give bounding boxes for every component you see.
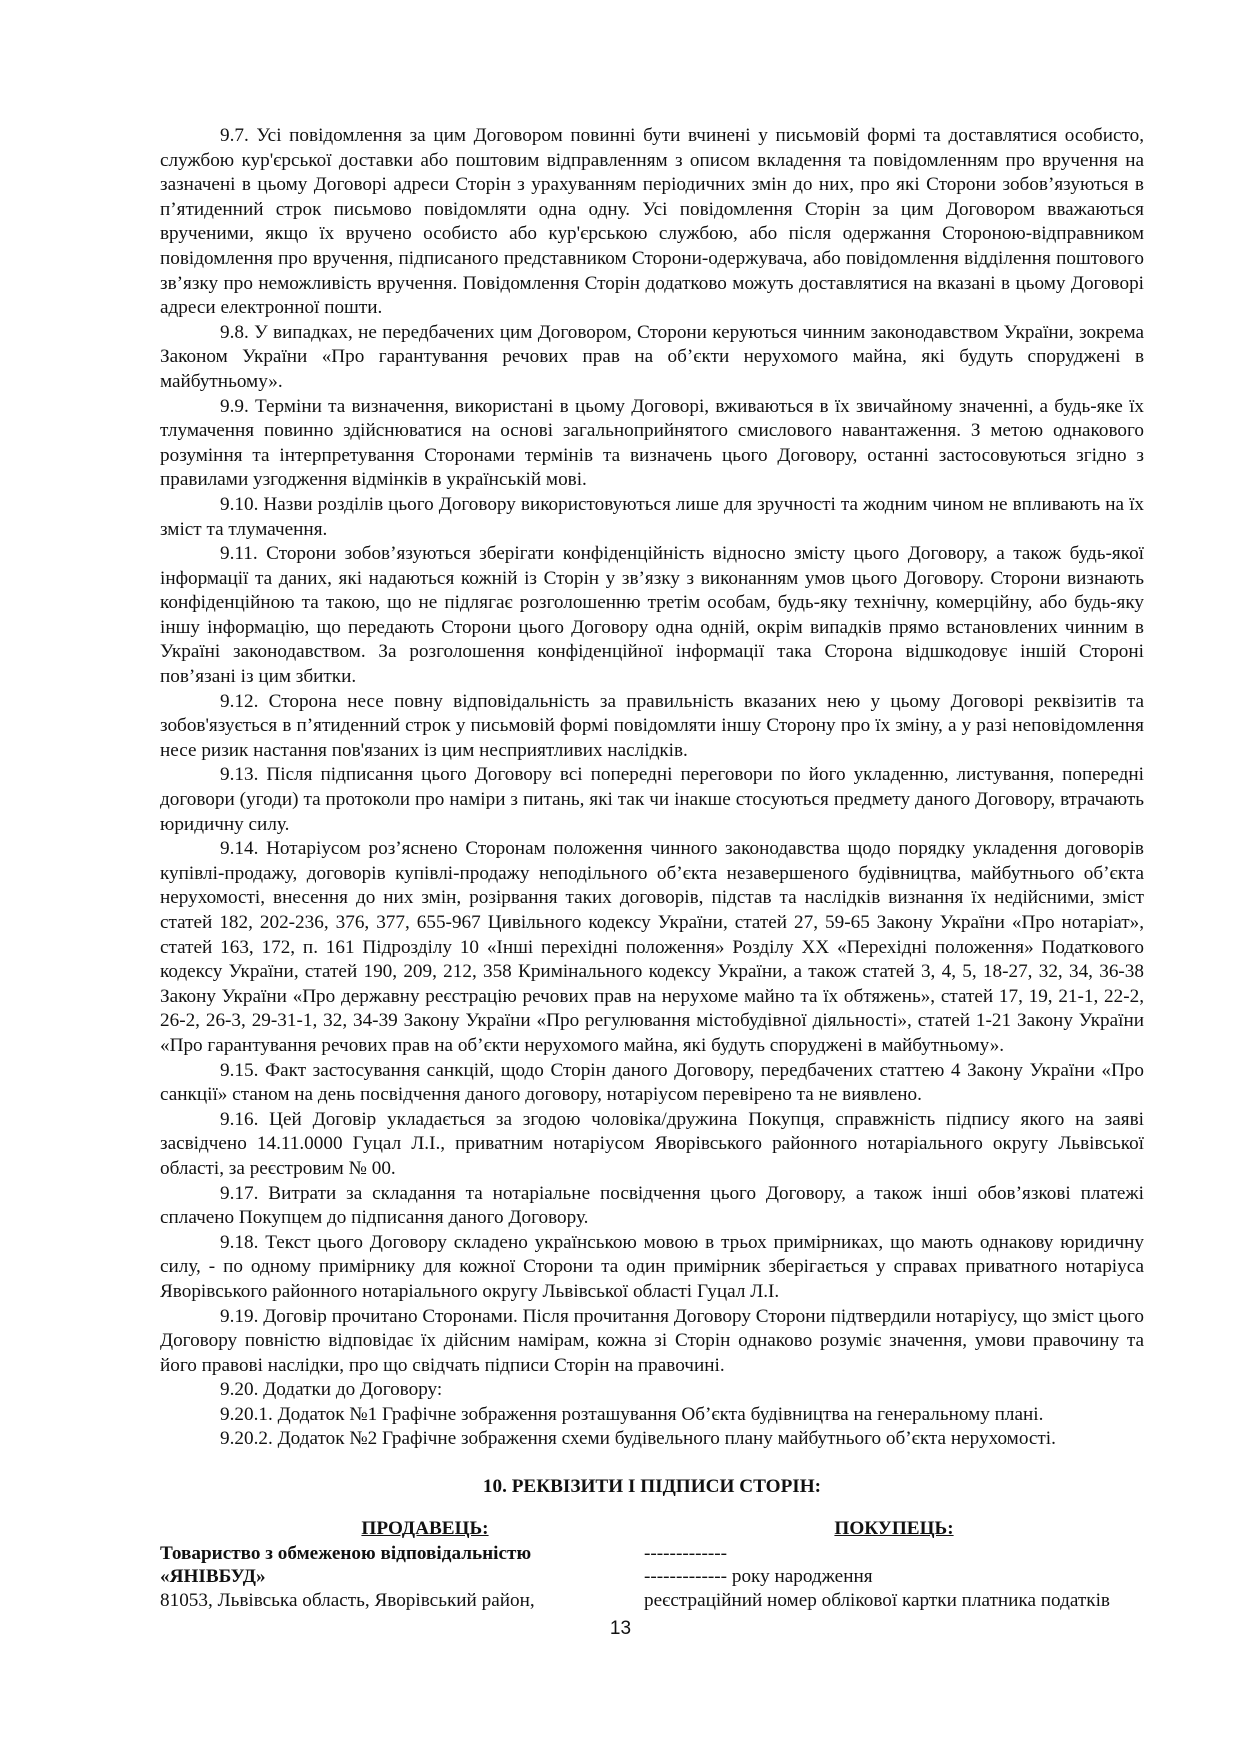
buyer-heading: ПОКУПЕЦЬ: bbox=[834, 1518, 954, 1540]
clause-9-20: 9.20. Додатки до Договору: bbox=[220, 1379, 443, 1401]
clause-9-8: 9.8. У випадках, не передбачених цим Договором, Сторони керуються чинним законодавством України, зокрема Законом України «Про гарантування речових прав на об’єкти нерухомого майна, які будуть споруджені в майбутньому». bbox=[160, 321, 1144, 392]
seller-address: 81053, Львівська область, Яворівський район, bbox=[160, 1589, 535, 1611]
buyer-line2: ------------- року народження bbox=[644, 1566, 873, 1588]
buyer-line3: реєстраційний номер облікової картки платника податків bbox=[644, 1589, 1110, 1611]
seller-name-line2: «ЯНІВБУД» bbox=[160, 1566, 266, 1588]
clause-9-19: 9.19. Договір прочитано Сторонами. Після прочитання Договору Сторони підтвердили нотаріусу, що зміст цього Договору повністю відповідає їх дійсним намірам, кожна зі Сторін однаково розуміє значення, умови правочину та його правові наслідки, про що свідчать підписи Сторін на правочині. bbox=[160, 1305, 1144, 1376]
clause-9-15: 9.15. Факт застосування санкцій, щодо Сторін даного Договору, передбачених статтею 4 Закону України «Про санкції» станом на день посвідчення даного договору, нотаріусом перевірено та не виявлено. bbox=[160, 1059, 1144, 1106]
buyer-column bbox=[644, 1517, 1144, 1612]
seller-heading: ПРОДАВЕЦЬ: bbox=[361, 1518, 489, 1540]
section-title: 10. РЕКВІЗИТИ І ПІДПИСИ СТОРІН: bbox=[482, 1476, 822, 1498]
seller-name-line1: Товариство з обмеженою відповідальністю bbox=[160, 1542, 532, 1564]
page-number: 13 bbox=[609, 1618, 632, 1639]
seller-column bbox=[160, 1517, 610, 1612]
contract-clauses bbox=[160, 124, 1144, 1452]
clause-9-14: 9.14. Нотаріусом роз’яснено Сторонам положення чинного законодавства щодо порядку укладення договорів купівлі-продажу, договорів купівлі-продажу неподільного об’єкта незавершеного будівництва, майбутнього об’єкта нерухомості, внесення до них змін, розірвання таких договорів, підстав та наслідків визнання їх недійсними, зміст статей 182, 202-236, 376, 377, 655-967 Цивільного кодексу України, статей 27, 59-65 Закону України «Про нотаріат», статей 163, 172, п. 161 Підрозділу 10 «Інші перехідні положення» Розділу XX «Перехідні положення» Податкового кодексу України, статей 190, 209, 212, 358 Кримінального кодексу України, а також статей 3, 4, 5, 18-27, 32, 34, 36-38 Закону України «Про державну реєстрацію речових прав на нерухоме майно та їх обтяжень», статей 17, 19, 21-1, 22-2, 26-2, 26-3, 29-31-1, 32, 34-39 Закону України «Про регулювання містобудівної діяльності», статей 1-21 Закону України «Про гарантування речових прав на об’єкти нерухомого майна, які будуть споруджені в майбутньому». bbox=[160, 838, 1144, 1056]
clause-9-13: 9.13. Після підписання цього Договору всі попередні переговори по його укладенню, листування, попередні договори (угоди) та протоколи про наміри з питань, які так чи інакше стосуються предмету даного Договору, втрачають юридичну силу. bbox=[160, 764, 1144, 835]
clause-9-16: 9.16. Цей Договір укладається за згодою чоловіка/дружина Покупця, справжність підпису якого на заяві засвідчено 14.11.0000 Гуцал Л.І., приватним нотаріусом Яворівського районного нотаріального округу Львівської області, за реєстровим № 00. bbox=[160, 1108, 1144, 1179]
document-page bbox=[160, 124, 1144, 1612]
clause-9-17: 9.17. Витрати за складання та нотаріальне посвідчення цього Договору, а також інші обов’язкові платежі сплачено Покупцем до підписання даного Договору. bbox=[160, 1182, 1144, 1229]
clause-9-18: 9.18. Текст цього Договору складено українською мовою в трьох примірниках, що мають однакову юридичну силу, - по одному примірнику для кожної Сторони та один примірник зберігається у справах приватного нотаріуса Яворівського районного нотаріального округу Львівської області Гуцал Л.І. bbox=[160, 1231, 1144, 1302]
clause-9-20-2: 9.20.2. Додаток №2 Графічне зображення схеми будівельного плану майбутнього об’єкта нерухомості. bbox=[220, 1428, 1056, 1450]
clause-9-9: 9.9. Терміни та визначення, використані в цьому Договорі, вживаються в їх звичайному значенні, а будь-яке їх тлумачення повинно здійснюватися на основі загальноприйнятого смислового навантаження. З метою однакового розуміння та інтерпретування Сторонами термінів та визначень цього Договору, останні застосовуються згідно з правилами узгодження відмінків в українській мові. bbox=[160, 395, 1144, 491]
clause-9-20-1: 9.20.1. Додаток №1 Графічне зображення розташування Об’єкта будівництва на генеральному плані. bbox=[220, 1403, 1044, 1425]
parties-signatures bbox=[160, 1517, 1144, 1612]
buyer-line1: ------------- bbox=[644, 1542, 728, 1564]
clause-9-10: 9.10. Назви розділів цього Договору використовуються лише для зручності та жодним чином не впливають на їх зміст та тлумачення. bbox=[160, 493, 1144, 540]
clause-9-11: 9.11. Сторони зобов’язуються зберігати конфіденційність відносно змісту цього Договору, а також будь-якої інформації та даних, які надаються кожній із Сторін у зв’язку з виконанням умов цього Договору. Сторони визнають конфіденційною та такою, що не підлягає розголошенню третім особам, будь-яку технічну, комерційну, або будь-яку іншу інформацію, що передають Сторони цього Договору одна одній, окрім випадків прямо встановлених чинним в Україні законодавством. За розголошення конфіденційної інформації така Сторона відшкодовує іншій Стороні пов’язані із цим збитки. bbox=[160, 543, 1144, 688]
clause-9-7: 9.7. Усі повідомлення за цим Договором повинні бути вчинені у письмовій формі та доставлятися особисто, службою кур'єрської доставки або поштовим відправленням з описом вкладення та повідомленням про вручення на зазначені в цьому Договорі адреси Сторін з урахуванням періодичних змін до них, про які Сторони зобов’язуються в п’ятиденний строк письмово повідомляти одна одну. Усі повідомлення Сторін за цим Договором вважаються врученими, якщо їх вручено особисто або кур'єрською службою, або після одержання Стороною-відправником повідомлення про вручення, підписаного представником Сторони-одержувача, або повідомлення відділення поштового зв’язку про неможливість вручення. Повідомлення Сторін додатково можуть доставлятися на вказані в цьому Договорі адреси електронної пошти. bbox=[160, 125, 1144, 319]
clause-9-12: 9.12. Сторона несе повну відповідальність за правильність вказаних нею у цьому Договорі реквізитів та зобов'язується в п’ятиденний строк у письмовій формі повідомляти іншу Сторону про їх зміну, а у разі неповідомлення несе ризик настання пов'язаних із цим несприятливих наслідків. bbox=[160, 690, 1144, 761]
